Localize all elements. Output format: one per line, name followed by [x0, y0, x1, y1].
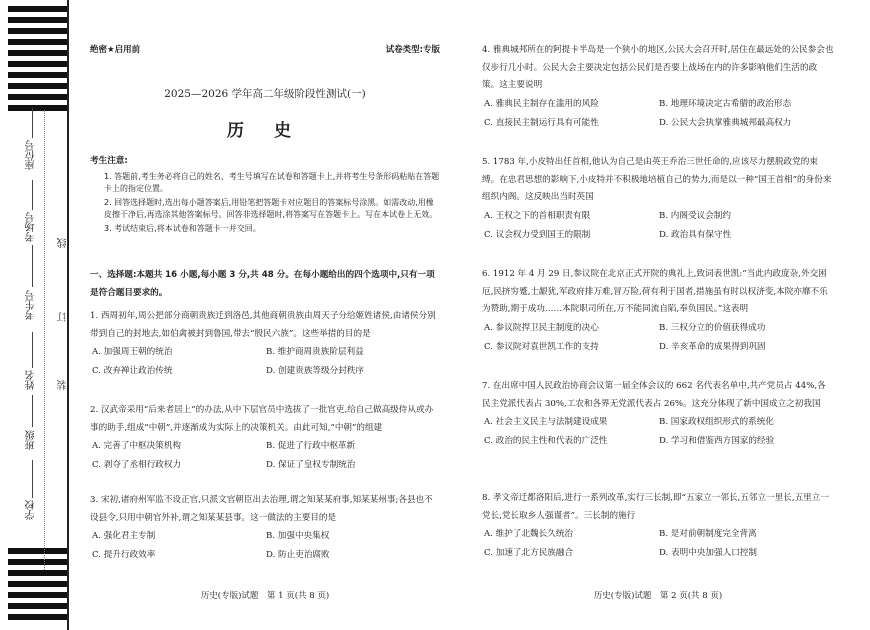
- option-b[interactable]: B. 维护商周贵族阶层利益: [266, 347, 364, 358]
- question-stem: 4. 雅典城邦所在的阿提卡半岛是一个狭小的地区,公民大会召开时,居住在最远处的公民参会也仅步行几小时。公民大会主要决定包括公民们是否要上战场在内的许多影响他们生活的政策。这主要说明: [482, 45, 834, 91]
- option-d[interactable]: D. 表明中央加强人口控制: [659, 548, 757, 559]
- option-d[interactable]: D. 学习和借鉴西方国家的经验: [659, 436, 775, 447]
- option-d[interactable]: D. 公民大会执掌雅典城邦最高权力: [659, 117, 792, 128]
- class-label: 班级: [26, 430, 37, 450]
- cut-line: [44, 110, 45, 570]
- question-5: [482, 154, 834, 245]
- option-c[interactable]: C. 政治的民主性和代表的广泛性: [484, 436, 608, 447]
- question-8: [482, 490, 834, 563]
- option-b[interactable]: B. 促进了行政中枢革新: [266, 441, 356, 452]
- option-d[interactable]: D. 辛亥革命的成果得到巩固: [659, 341, 766, 352]
- exam-room-label: 考场号: [26, 212, 37, 242]
- barcode-top: [8, 6, 68, 116]
- question-4: [482, 42, 834, 133]
- barcode-bottom: [8, 548, 68, 625]
- question-6: [482, 266, 834, 357]
- option-b[interactable]: B. 国家政权组织形式的系统化: [659, 417, 774, 428]
- binding-char-ding: 订: [58, 312, 69, 322]
- binding-char-zhuang: 装: [58, 380, 69, 390]
- name-field[interactable]: [32, 332, 33, 368]
- subject-title: 历 史: [227, 121, 303, 141]
- class-field[interactable]: [32, 395, 33, 427]
- question-stem: 3. 宋初,诸府州军监不设正官,只派文官朝臣出去治理,谓之知某某府事,知某某州事;各县也不设县令,只用中朝官外补,谓之知某某县事。这一做法的主要目的是: [90, 495, 433, 523]
- question-stem: 2. 汉武帝采用“后来者居上”的办法,从中下层官员中选拔了一批官吏,给自己做高级侍从或办事的助手,组成“中朝”,并逐渐成为实际上的决策机关。由此可知,“中朝”的组建: [90, 405, 434, 433]
- question-stem: 8. 孝文帝迁都洛阳后,进行一系列改革,实行三长制,即“五家立一邻长,五邻立一里长,五里立一党长,党长取乡人强谨者”。三长制的施行: [482, 493, 829, 521]
- option-a[interactable]: A. 维护了北魏长久统治: [484, 529, 574, 540]
- page-footer: 历史(专版)试题 第 2 页(共 8 页): [593, 591, 723, 601]
- option-a[interactable]: A. 加强周王朝的统治: [92, 347, 173, 358]
- option-b[interactable]: B. 是对前朝制度完全背离: [659, 529, 757, 540]
- option-b[interactable]: B. 加强中央集权: [266, 531, 330, 542]
- exam-title: 2025—2026 学年高二年级阶段性测试(一): [164, 88, 366, 100]
- option-a[interactable]: A. 雅典民主制存在滥用的风险: [484, 98, 599, 109]
- binding-margin: [0, 0, 72, 630]
- option-c[interactable]: C. 加速了北方民族融合: [484, 548, 574, 559]
- option-c[interactable]: C. 参议院对袁世凯工作的支持: [484, 341, 599, 352]
- option-a[interactable]: A. 王权之下的首相职责有限: [484, 210, 591, 221]
- secrecy-mark: 绝密★启用前: [90, 45, 141, 55]
- school-field[interactable]: [32, 460, 33, 498]
- option-c[interactable]: C. 直接民主制运行具有可能性: [484, 117, 599, 128]
- notice-list: [104, 171, 440, 236]
- seat-number-field[interactable]: [32, 108, 33, 138]
- question-stem: 1. 西周初年,周公把部分商朝贵族迁到洛邑,其他商朝贵族由周天子分给姬姓诸侯,由诸侯分别带到自己的封地去,如伯禽被封到鲁国,带去“殷民六族”。这些举措的目的是: [90, 311, 436, 339]
- binding-char-line: 线: [58, 238, 69, 248]
- exam-room-field[interactable]: [32, 180, 33, 210]
- candidate-number-label: 考生号: [26, 290, 37, 320]
- question-1: [90, 308, 440, 381]
- page-footer: 历史(专版)试题 第 1 页(共 8 页): [200, 591, 330, 601]
- option-d[interactable]: D. 保证了皇权专制统治: [266, 460, 356, 471]
- option-c[interactable]: C. 剥夺了丞相行政权力: [92, 460, 182, 471]
- notice-heading: 考生注意:: [90, 156, 128, 166]
- option-c[interactable]: C. 改弃禅让政治传统: [92, 366, 173, 377]
- notice-item: 3. 考试结束后,将本试卷和答题卡一并交回。: [104, 223, 261, 233]
- option-d[interactable]: D. 政治具有保守性: [659, 229, 732, 240]
- seat-number-label: 座位号: [26, 140, 37, 170]
- question-3: [90, 492, 440, 565]
- option-b[interactable]: B. 地理环境决定古希腊的政治形态: [659, 98, 792, 109]
- question-stem: 5. 1783 年,小皮特出任首相,他认为自己是由英王乔治三世任命的,应该尽力摆脱政党的束缚。在忠君思想的影响下,小皮特并不积极地培植自己的势力,而是以一种“国王首相”的身份来组织内阁。这反映出当时英国: [482, 157, 832, 203]
- notice-item: 2. 回答选择题时,选出每小题答案后,用铅笔把答题卡对应题目的答案标号涂黑。如需改动,用橡皮擦干净后,再选涂其他答案标号。回答非选择题时,将答案写在答题卡上。写在本试卷上无效。: [104, 197, 438, 220]
- question-2: [90, 402, 440, 475]
- candidate-number-field[interactable]: [32, 245, 33, 287]
- paper-type: 试卷类型:专版: [385, 45, 440, 55]
- section-heading: 一、选择题:本题共 16 小题,每小题 3 分,共 48 分。在每小题给出的四个选项中,只有一项是符合题目要求的。: [90, 270, 435, 299]
- option-a[interactable]: A. 强化君主专制: [92, 531, 156, 542]
- option-b[interactable]: B. 内阁受议会制约: [659, 210, 731, 221]
- option-a[interactable]: A. 参议院捍卫民主制度的决心: [484, 322, 599, 333]
- question-stem: 7. 在出席中国人民政治协商会议第一届全体会议的 662 名代表名单中,共产党员占 44%,各民主党派代表占 30%,工农和各界无党派代表占 26%。这充分体现了新中国成立之初我国: [482, 381, 826, 409]
- question-7: [482, 378, 834, 451]
- school-label: 学校: [26, 500, 37, 520]
- question-stem: 6. 1912 年 4 月 29 日,参议院在北京正式开院的典礼上,致词表世凯:“当此内政庞杂,外交困厄,民挤穷蹙,士龈犹,军政府排万难,冒万险,荷有利于国者,措施虽有时以权济变,本院亦靡不乐为赞助,期于成功……本院职司所在,万不能同流自陷,奉负国民。”这表明: [482, 269, 828, 315]
- option-b[interactable]: B. 三权分立的价值获得成功: [659, 322, 766, 333]
- option-c[interactable]: C. 议会权力受到国王的限制: [484, 229, 591, 240]
- option-d[interactable]: D. 创建贵族等级分封秩序: [266, 366, 364, 377]
- name-label: 姓名: [26, 370, 37, 390]
- option-a[interactable]: A. 社会主义民主与法制建设成果: [484, 417, 608, 428]
- option-d[interactable]: D. 防止吏治腐败: [266, 550, 330, 561]
- option-c[interactable]: C. 提升行政效率: [92, 550, 156, 561]
- option-a[interactable]: A. 完善了中枢决策机构: [92, 441, 182, 452]
- notice-item: 1. 答题前,考生务必将自己的姓名、考生号填写在试卷和答题卡上,并将考生号条形码粘贴在答题卡上的指定位置。: [104, 172, 440, 194]
